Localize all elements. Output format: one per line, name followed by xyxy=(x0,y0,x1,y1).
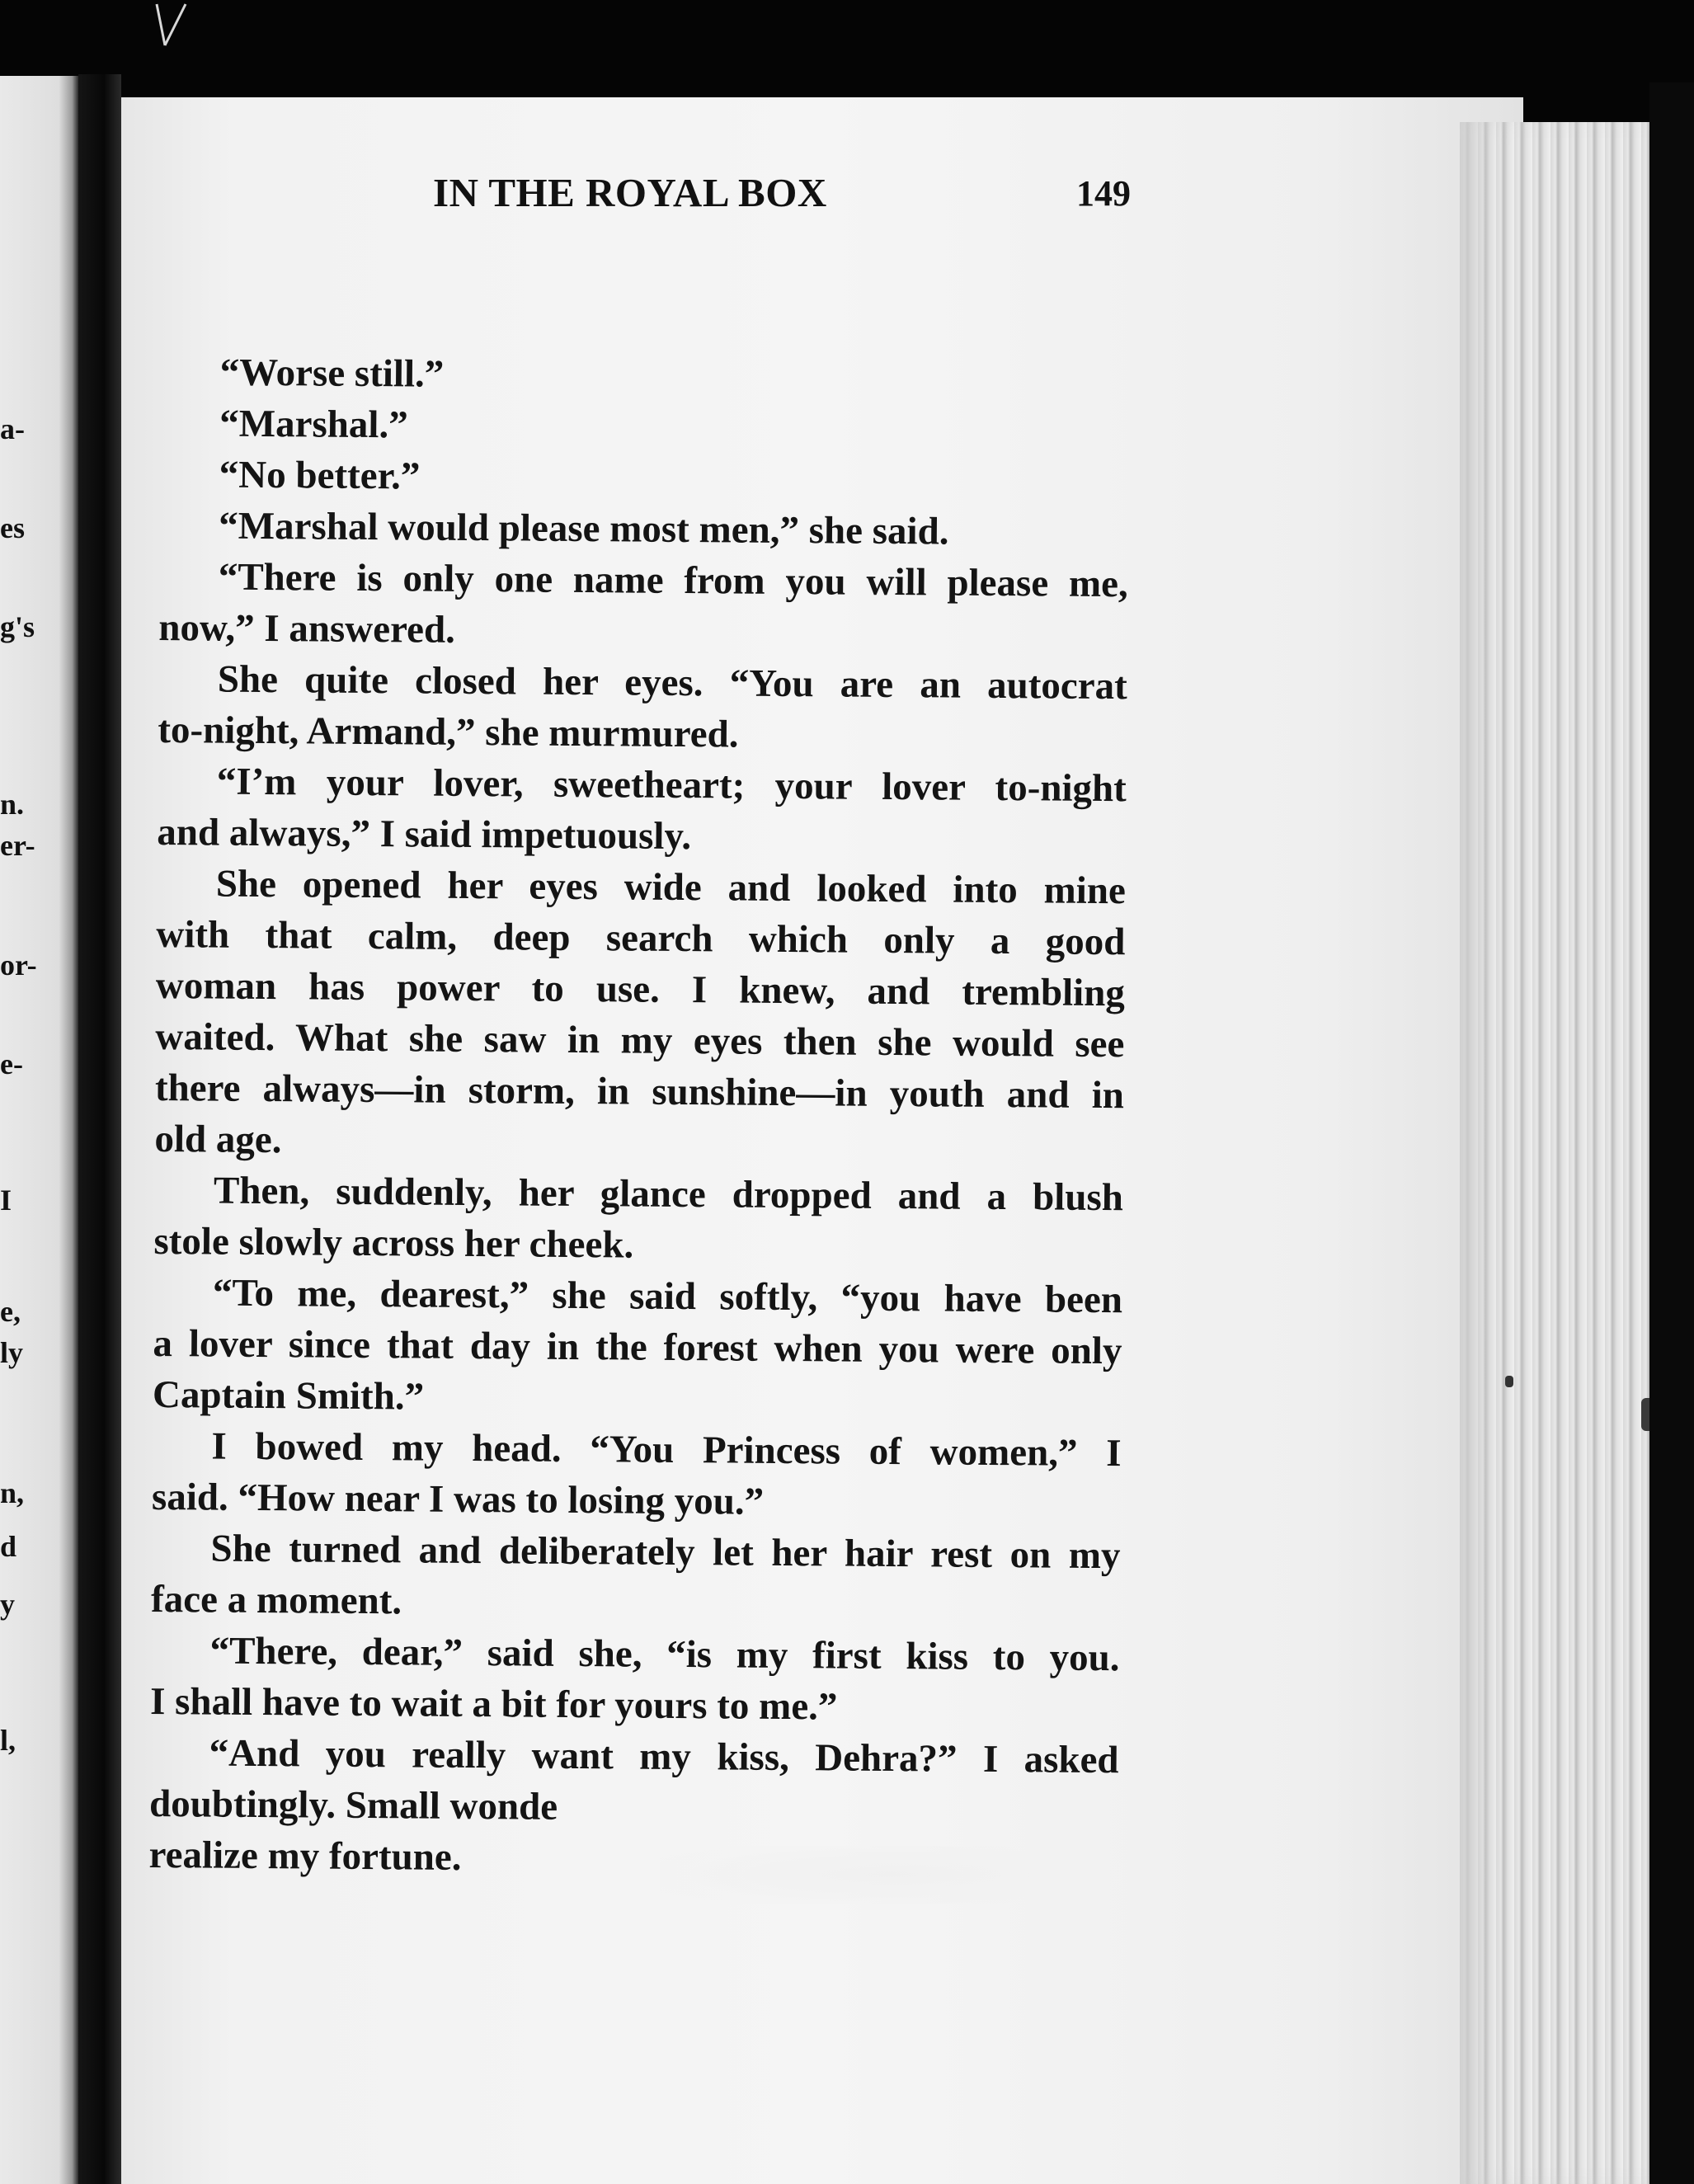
left-page-fragment: e- xyxy=(0,1047,23,1080)
page-edge-stack xyxy=(1460,122,1658,2184)
left-page-fragment: e, xyxy=(0,1295,21,1328)
book-gutter xyxy=(78,74,121,2184)
text-line: to-night, Armand,” she murmured. xyxy=(158,708,739,756)
text-line: “Marshal would please most men,” she said. xyxy=(219,504,949,553)
text-line: said. “How near I was to losing you.” xyxy=(151,1475,765,1523)
running-title: IN THE ROYAL BOX xyxy=(433,170,827,215)
left-page-fragment: l, xyxy=(0,1724,16,1757)
text-line: She quite closed her eyes. “You are an autocrat xyxy=(217,657,1128,708)
text-line: I bowed my head. “You Princess of women,” I xyxy=(211,1424,1122,1476)
text-line: a lover since that day in the forest when you were only xyxy=(153,1321,1122,1373)
text-line: stole slowly across her cheek. xyxy=(153,1219,634,1267)
text-line: She opened her eyes wide and looked into mine xyxy=(215,862,1127,913)
body-text xyxy=(148,346,1130,1888)
text-line: now,” I answered. xyxy=(158,605,456,652)
previous-page-edge xyxy=(0,76,78,2184)
text-line: “No better.” xyxy=(219,453,421,498)
left-page-fragment: ly xyxy=(0,1336,24,1369)
left-page-fragment: y xyxy=(0,1588,15,1621)
text-line: with that calm, deep search which only a good xyxy=(156,912,1126,964)
text-line: “And you really want my kiss, Dehra?” I asked xyxy=(209,1731,1119,1782)
text-line: “I’m your lover, sweetheart; your lover to-night xyxy=(216,760,1127,811)
margin-scribble xyxy=(148,0,214,49)
book-cover-edge xyxy=(1649,82,1694,2184)
text-line: “There is only one name from you will please me, xyxy=(218,555,1128,606)
text-line: “Worse still.” xyxy=(219,351,445,396)
left-page-fragment: or- xyxy=(0,948,37,981)
page-header xyxy=(313,169,1155,227)
text-line: Then, suddenly, her glance dropped and a blush xyxy=(213,1169,1124,1220)
text-line: Captain Smith.” xyxy=(152,1372,425,1419)
text-line: I shall have to wait a bit for yours to me.” xyxy=(149,1679,838,1729)
text-line: doubtingly. Small wonde xyxy=(148,1782,558,1829)
text-line: face a moment. xyxy=(150,1577,402,1623)
left-page-fragment: d xyxy=(0,1530,17,1563)
left-page-fragment: I xyxy=(0,1184,12,1217)
left-page-fragment: er- xyxy=(0,829,35,862)
scan-blur-area xyxy=(660,1846,1122,1904)
text-line: woman has power to use. I knew, and trembling xyxy=(155,963,1126,1015)
page-edge-mark xyxy=(1505,1376,1513,1387)
text-line: realize my fortune. xyxy=(148,1833,462,1879)
left-page-fragment: n, xyxy=(0,1476,25,1509)
text-line: She turned and deliberately let her hair rest on my xyxy=(210,1527,1121,1578)
text-line: old age. xyxy=(154,1117,282,1162)
text-line: “To me, dearest,” she said softly, “you have been xyxy=(212,1271,1123,1322)
left-page-fragment: es xyxy=(0,511,25,544)
page-number: 149 xyxy=(1076,173,1131,214)
left-page-fragment: a- xyxy=(0,412,25,445)
left-page-fragment: g's xyxy=(0,610,35,643)
left-page-fragment: n. xyxy=(0,788,25,821)
text-line: waited. What she saw in my eyes then she would see xyxy=(155,1014,1125,1066)
text-line: there always—in storm, in sunshine—in youth and in xyxy=(154,1066,1125,1118)
text-line: “There, dear,” said she, “is my first kiss to you. xyxy=(209,1629,1120,1680)
text-line: and always,” I said impetuously. xyxy=(157,810,692,859)
text-line: “Marshal.” xyxy=(219,402,408,447)
